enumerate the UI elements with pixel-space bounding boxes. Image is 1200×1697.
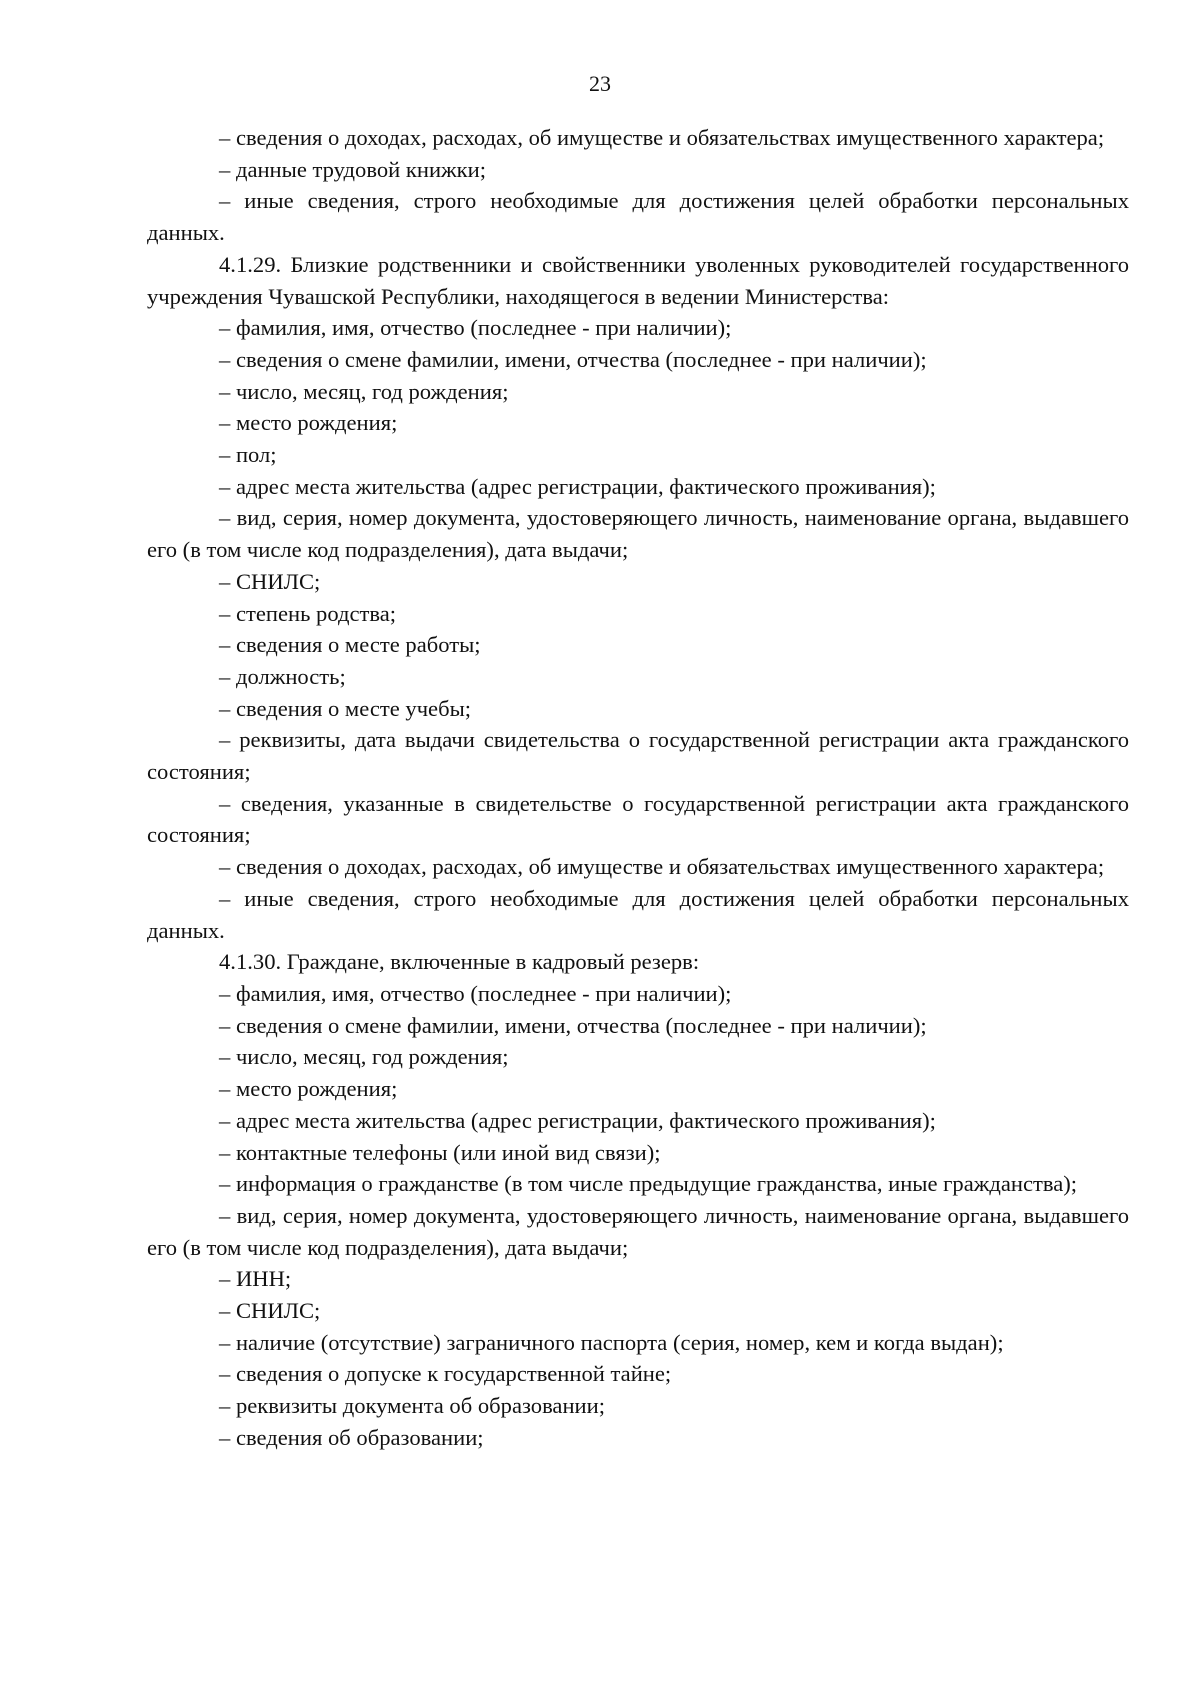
paragraph: – сведения об образовании;: [219, 1424, 484, 1450]
paragraph: – пол;: [219, 442, 277, 468]
paragraph: – реквизиты, дата выдачи свидетельства о государственной регистрации акта гражданского состояния;: [147, 727, 1129, 785]
paragraph: – должность;: [219, 663, 346, 689]
paragraph: – сведения, указанные в свидетельстве о государственной регистрации акта гражданского состояния;: [147, 790, 1129, 848]
paragraph: – сведения о смене фамилии, имени, отчества (последнее - при наличии);: [219, 1012, 927, 1038]
paragraph: – число, месяц, год рождения;: [219, 378, 509, 404]
paragraph: – сведения о месте учебы;: [219, 695, 472, 721]
section-heading-4-1-29: 4.1.29. Близкие родственники и свойственники уволенных руководителей государственного учреждения Чувашской Республики, находящегося в ведении Министерства:: [147, 251, 1129, 309]
paragraph: – место рождения;: [219, 410, 398, 436]
paragraph: – вид, серия, номер документа, удостоверяющего личность, наименование органа, выдавшего его (в том числе код подразделения), дата выдачи;: [147, 1202, 1129, 1260]
paragraph: – иные сведения, строго необходимые для достижения целей обработки персональных данных.: [147, 188, 1129, 246]
paragraph: – контактные телефоны (или иной вид связи);: [219, 1139, 661, 1165]
paragraph: – число, месяц, год рождения;: [219, 1044, 509, 1070]
paragraph: – иные сведения, строго необходимые для достижения целей обработки персональных данных.: [147, 885, 1129, 943]
paragraph: – сведения о смене фамилии, имени, отчества (последнее - при наличии);: [219, 346, 927, 372]
paragraph: – СНИЛС;: [219, 568, 321, 594]
paragraph: – наличие (отсутствие) заграничного паспорта (серия, номер, кем и когда выдан);: [219, 1329, 1004, 1355]
paragraph: – ИНН;: [219, 1266, 292, 1292]
paragraph: – СНИЛС;: [219, 1298, 321, 1324]
paragraph: – сведения о доходах, расходах, об имуществе и обязательствах имущественного характера;: [219, 854, 1105, 880]
paragraph: – информация о гражданстве (в том числе предыдущие гражданства, иные гражданства);: [219, 1171, 1078, 1197]
paragraph: – данные трудовой книжки;: [219, 156, 486, 182]
paragraph: – адрес места жительства (адрес регистрации, фактического проживания);: [219, 1107, 936, 1133]
document-body: [147, 122, 1129, 1454]
paragraph: – место рождения;: [219, 1076, 398, 1102]
section-heading-4-1-30: 4.1.30. Граждане, включенные в кадровый резерв:: [219, 949, 700, 975]
page-number: 23: [589, 71, 611, 96]
paragraph: – вид, серия, номер документа, удостоверяющего личность, наименование органа, выдавшего его (в том числе код подразделения), дата выдачи;: [147, 505, 1129, 563]
paragraph: – фамилия, имя, отчество (последнее - при наличии);: [219, 315, 732, 341]
paragraph: – сведения о месте работы;: [219, 632, 481, 658]
paragraph: – фамилия, имя, отчество (последнее - при наличии);: [219, 980, 732, 1006]
paragraph: – адрес места жительства (адрес регистрации, фактического проживания);: [219, 473, 936, 499]
paragraph: – сведения о допуске к государственной тайне;: [219, 1361, 672, 1387]
paragraph: – степень родства;: [219, 600, 397, 626]
paragraph: – реквизиты документа об образовании;: [219, 1393, 606, 1419]
paragraph: – сведения о доходах, расходах, об имуществе и обязательствах имущественного характера;: [219, 125, 1105, 150]
